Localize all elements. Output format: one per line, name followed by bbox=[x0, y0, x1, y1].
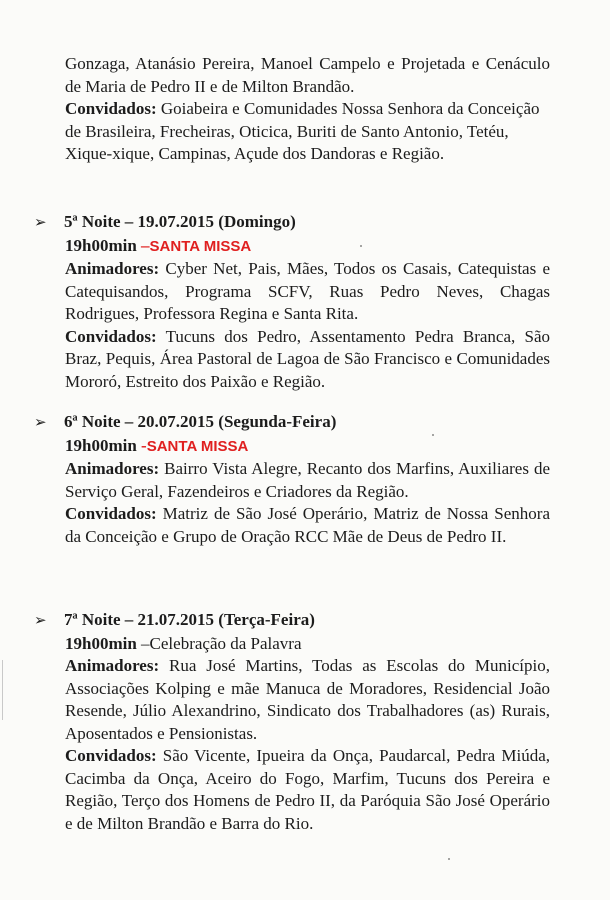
night-5-time: 19h00min bbox=[65, 235, 137, 255]
scan-speck bbox=[432, 434, 434, 436]
night-7-guests bbox=[65, 745, 550, 835]
night-7-event: Celebração da Palavra bbox=[149, 633, 302, 653]
hosts-label: Animadores: bbox=[65, 459, 160, 478]
night-6-time: 19h00min bbox=[65, 435, 137, 455]
night-5-body bbox=[65, 235, 550, 394]
night-7-header bbox=[34, 609, 554, 633]
intro-block bbox=[65, 53, 550, 166]
hosts-label: Animadores: bbox=[65, 656, 160, 675]
night-5-time-line bbox=[65, 235, 550, 259]
hosts-label: Animadores: bbox=[65, 259, 160, 278]
scan-speck bbox=[360, 245, 362, 247]
night-6-title: 6ª Noite – 20.07.2015 (Segunda-Feira) bbox=[64, 412, 337, 431]
night-5-section bbox=[34, 211, 554, 393]
night-5-hosts bbox=[65, 258, 550, 326]
night-5-dash: – bbox=[136, 235, 150, 255]
night-7-body bbox=[65, 633, 550, 836]
arrow-bullet-icon: ➢ bbox=[34, 415, 47, 431]
guests-label: Convidados: bbox=[65, 746, 157, 765]
guests-text: Tucuns dos Pedro, Assentamento Pedra Branca, São Braz, Pequis, Área Pastoral de Lagoa de São Francisco e Comunidades Mororó, Estreito dos Paixão e Região. bbox=[65, 326, 550, 391]
hosts-text: Rua José Martins, Todas as Escolas do Município, Associações Kolping e mãe Manuca de Moradores, Residencial João Resende, Júlio Alexandrino, Sindicato dos Trabalhadores (as) Rurais, Aposentados e Pensionistas. bbox=[65, 656, 550, 743]
scan-speck bbox=[448, 858, 450, 860]
night-6-header bbox=[34, 411, 554, 435]
night-7-time: 19h00min bbox=[65, 633, 137, 653]
arrow-bullet-icon: ➢ bbox=[34, 613, 47, 629]
night-6-section bbox=[34, 411, 554, 548]
night-6-event: SANTA MISSA bbox=[146, 437, 249, 455]
hosts-text: Cyber Net, Pais, Mães, Todos os Casais, Catequistas e Catequisandos, Programa SCFV, Ruas Pedro Neves, Chagas Rodrigues, Professora Regina e Santa Rita. bbox=[65, 259, 550, 323]
night-7-time-line bbox=[65, 633, 550, 656]
night-6-guests bbox=[65, 503, 550, 548]
night-6-time-line bbox=[65, 435, 550, 459]
night-5-header bbox=[34, 211, 554, 235]
night-7-title: 7ª Noite – 21.07.2015 (Terça-Feira) bbox=[64, 610, 315, 629]
night-7-dash: – bbox=[136, 633, 150, 653]
hosts-text: Bairro Vista Alegre, Recanto dos Marfins, Auxiliares de Serviço Geral, Fazendeiros e Criadores da Região. bbox=[65, 459, 550, 501]
night-7-hosts bbox=[65, 655, 550, 745]
night-6-hosts bbox=[65, 458, 550, 503]
night-6-body bbox=[65, 435, 550, 549]
guests-text: São Vicente, Ipueira da Onça, Paudarcal, Pedra Miúda, Cacimba da Onça, Aceiro do Fogo, Marfim, Tucuns dos Pereira e Região, Terço dos Homens de Pedro II, da Paróquia São José Operário e de Milton Brandão e Barra do Rio. bbox=[65, 746, 550, 833]
scan-edge-line bbox=[2, 660, 3, 720]
intro-guests bbox=[65, 98, 550, 166]
arrow-bullet-icon: ➢ bbox=[34, 215, 47, 231]
night-5-title: 5ª Noite – 19.07.2015 (Domingo) bbox=[64, 212, 296, 231]
night-5-guests bbox=[65, 326, 550, 394]
night-5-event: SANTA MISSA bbox=[149, 237, 252, 255]
intro-paragraph: Gonzaga, Atanásio Pereira, Manoel Campelo e Projetada e Cenáculo de Maria de Pedro II e de Milton Brandão. bbox=[65, 54, 550, 96]
night-7-section bbox=[34, 609, 554, 835]
guests-text: Matriz de São José Operário, Matriz de Nossa Senhora da Conceição e Grupo de Oração RCC Mãe de Deus de Pedro II. bbox=[65, 504, 550, 546]
guests-label: Convidados: bbox=[65, 504, 157, 523]
night-6-dash: - bbox=[136, 435, 147, 455]
guests-text: Goiabeira e Comunidades Nossa Senhora da Conceição de Brasileira, Frecheiras, Oticica, Buriti de Santo Antonio, Tetéu, Xique-xique, Campinas, Açude dos Dandoras e Região. bbox=[65, 99, 540, 163]
guests-label: Convidados: bbox=[65, 99, 157, 118]
guests-label: Convidados: bbox=[65, 326, 157, 346]
